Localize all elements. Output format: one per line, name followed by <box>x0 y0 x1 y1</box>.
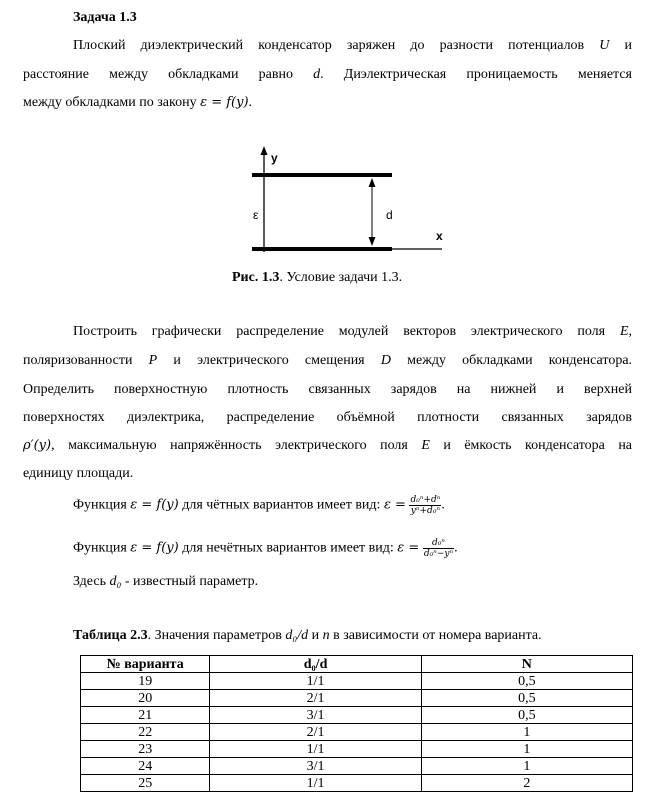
header-n: N <box>421 656 632 673</box>
body-text-2a: поляризованности <box>23 353 133 368</box>
table-caption-ratio: d₀/d <box>285 628 309 643</box>
body-line-6: единицу площади. <box>23 466 134 481</box>
axis-x-label: x <box>436 229 443 243</box>
table-caption-n: n <box>322 628 330 643</box>
table-row <box>81 724 633 741</box>
var-P: P <box>148 353 158 368</box>
cell-ratio: 2/1 <box>210 690 421 707</box>
d-arrow-bottom <box>369 237 376 246</box>
body-text-2c: между обкладками конденсатора. <box>407 353 633 368</box>
func-even-text: для чётных вариантов имеет вид: <box>182 497 381 513</box>
body-line-4: поверхностях диэлектрика, распределение объёмной плотности связанных зарядов <box>23 410 632 425</box>
func-even-denominator: yⁿ+d₀ⁿ <box>410 506 441 516</box>
func-odd-text: для нечётных вариантов имеет вид: <box>182 540 394 556</box>
rho-formula: ρ′(y) <box>23 438 52 453</box>
body-line-1 <box>73 324 632 340</box>
func-odd-denominator: d₀ⁿ−yⁿ <box>423 549 454 559</box>
intro-text-2-end: . Диэлектрическая проницаемость меняется <box>320 67 632 82</box>
cell-variant: 20 <box>81 690 210 707</box>
table-row <box>81 775 633 792</box>
eps-label: ε <box>253 208 259 222</box>
func-even-pre: Функция <box>73 497 127 513</box>
body-text-2b: и электрического смещения <box>173 353 365 368</box>
body-line-5 <box>23 438 632 454</box>
table-caption-end: в зависимости от номера варианта. <box>333 628 542 643</box>
body-text-5a: , максимальную напряжённость электрического поля <box>51 438 408 453</box>
intro-text-1: Плоский диэлектрический конденсатор заряжен до разности потенциалов <box>73 38 585 53</box>
func-odd-numerator: d₀ⁿ <box>423 538 454 549</box>
var-U: U <box>599 38 610 53</box>
cell-n: 0,5 <box>421 673 632 690</box>
top-plate <box>252 173 392 177</box>
caption-text: . Условие задачи 1.3. <box>279 270 403 285</box>
var-d: d <box>313 67 321 82</box>
func-even-eps: ε = <box>383 497 406 513</box>
cell-ratio: 1/1 <box>210 741 421 758</box>
body-text-5b: и ёмкость конденсатора на <box>443 438 633 453</box>
cell-n: 1 <box>421 758 632 775</box>
cell-ratio: 1/1 <box>210 673 421 690</box>
cell-n: 2 <box>421 775 632 792</box>
func-odd-law: ε = f(y) <box>130 540 179 556</box>
cell-n: 1 <box>421 741 632 758</box>
table-caption <box>73 628 542 644</box>
here-text: - известный параметр. <box>124 574 259 589</box>
func-odd-fraction <box>423 538 454 559</box>
intro-text-1-end: и <box>624 38 633 53</box>
body-text-1: Построить графически распределение модулей векторов электрического поля <box>73 324 606 339</box>
cell-ratio: 3/1 <box>210 758 421 775</box>
func-even-fraction <box>409 495 441 516</box>
body-text-1-end: , <box>628 324 633 339</box>
var-D: D <box>380 353 391 368</box>
cell-variant: 19 <box>81 673 210 690</box>
body-line-3: Определить поверхностную плотность связанных зарядов на нижней и верхней <box>23 382 632 397</box>
caption-bold: Рис. 1.3 <box>232 270 280 285</box>
cell-n: 0,5 <box>421 707 632 724</box>
func-even-numerator: d₀ⁿ+dⁿ <box>410 495 441 505</box>
table-caption-text: . Значения параметров <box>147 628 282 643</box>
here-pre: Здесь <box>73 574 106 589</box>
cell-variant: 23 <box>81 741 210 758</box>
cell-n: 1 <box>421 724 632 741</box>
table-row <box>81 741 633 758</box>
func-even-law: ε = f(y) <box>130 497 179 513</box>
variants-table <box>80 655 633 792</box>
table-row <box>81 758 633 775</box>
law-formula: ε = f(y) <box>200 95 249 110</box>
bottom-plate <box>252 247 392 251</box>
var-d0: d₀ <box>109 574 122 589</box>
cell-variant: 25 <box>81 775 210 792</box>
var-E: E <box>619 324 629 339</box>
func-odd-pre: Функция <box>73 540 127 556</box>
cell-ratio: 2/1 <box>210 724 421 741</box>
task-title: Задача 1.3 <box>73 10 137 25</box>
axis-y-label: y <box>271 151 278 165</box>
table-row <box>81 690 633 707</box>
header-ratio: d₀/d <box>210 656 421 673</box>
header-variant: № варианта <box>81 656 210 673</box>
table-caption-and: и <box>311 628 320 643</box>
func-odd-end: . <box>454 540 458 556</box>
table-header-row <box>81 656 633 673</box>
table-caption-bold: Таблица 2.3 <box>73 628 148 643</box>
cell-variant: 24 <box>81 758 210 775</box>
func-odd-eps: ε = <box>397 540 420 556</box>
cell-variant: 21 <box>81 707 210 724</box>
cell-n: 0,5 <box>421 690 632 707</box>
d-arrow-top <box>369 178 376 187</box>
cell-ratio: 1/1 <box>210 775 421 792</box>
here-line <box>73 574 258 590</box>
func-odd-line <box>73 538 458 559</box>
cell-ratio: 3/1 <box>210 707 421 724</box>
intro-text-3: между обкладками по закону <box>23 95 197 110</box>
figure-caption <box>232 270 402 286</box>
func-even-line <box>73 495 445 516</box>
intro-text-3-end: . <box>248 95 253 110</box>
intro-text-2: расстояние между обкладками равно <box>23 67 293 82</box>
d-label: d <box>386 208 393 222</box>
y-axis-arrow <box>261 146 268 155</box>
cell-variant: 22 <box>81 724 210 741</box>
var-E-max: E <box>421 438 430 453</box>
table-row <box>81 673 633 690</box>
table-row <box>81 707 633 724</box>
body-line-2 <box>23 353 632 369</box>
func-even-end: . <box>441 497 445 513</box>
